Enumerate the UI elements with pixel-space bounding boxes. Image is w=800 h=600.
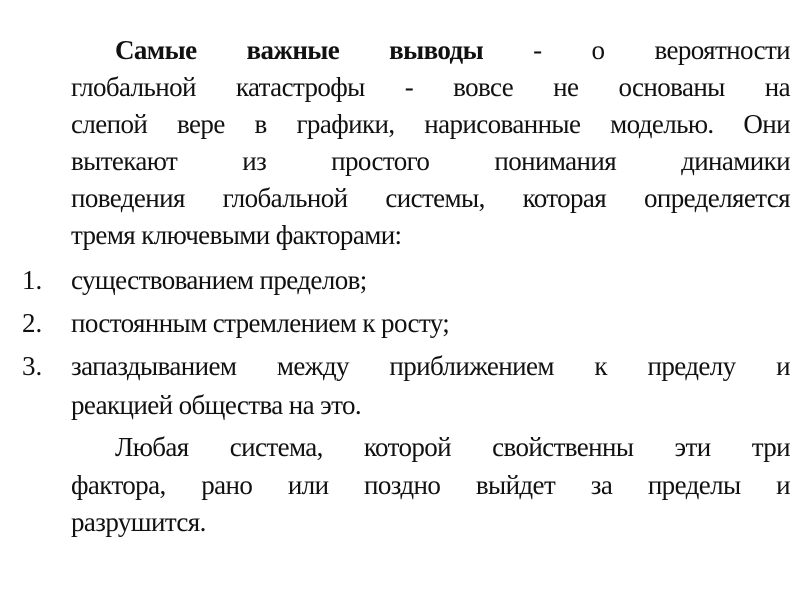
conclusion-line-3: разрушится. bbox=[71, 507, 206, 537]
list-item: постоянным стремлением к росту; bbox=[71, 308, 450, 338]
intro-line-1: Самые важные выводы - о вероятности bbox=[115, 35, 791, 65]
list-item: запаздыванием между приближением к пределу и bbox=[71, 351, 790, 381]
intro-line-6: тремя ключевыми факторами: bbox=[71, 220, 402, 250]
list-number: 2. bbox=[22, 308, 43, 338]
list-item-continuation: реакцией общества на это. bbox=[71, 390, 362, 420]
list-item: существованием пределов; bbox=[71, 265, 367, 295]
intro-line-3: слепой вере в графики, нарисованные моделью. Они bbox=[71, 109, 790, 139]
intro-line-2: глобальной катастрофы - вовсе не основаны на bbox=[71, 72, 790, 102]
list-number: 1. bbox=[22, 265, 43, 295]
bold-lead: Самые важные выводы bbox=[115, 35, 484, 65]
intro-line-4: вытекают из простого понимания динамики bbox=[71, 146, 790, 176]
conclusion-line-1: Любая система, которой свойственны эти три bbox=[115, 432, 790, 462]
list-number: 3. bbox=[22, 351, 43, 381]
conclusion-line-2: фактора, рано или поздно выйдет за пределы и bbox=[71, 470, 790, 500]
intro-line-5: поведения глобальной системы, которая определяется bbox=[71, 183, 790, 213]
